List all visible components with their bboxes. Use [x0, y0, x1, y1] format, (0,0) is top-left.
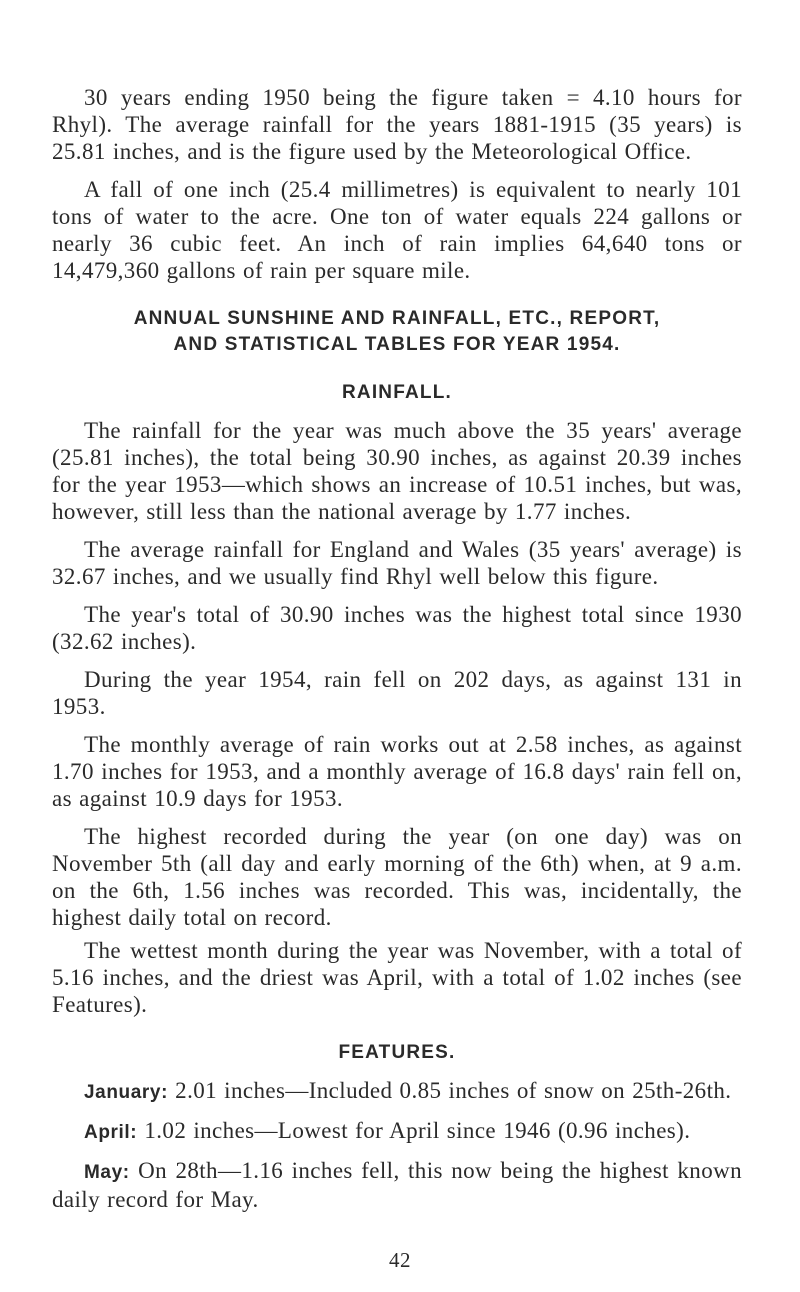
rainfall-paragraph: The monthly average of rain works out at 2.58 inches, as against 1.70 inches for 1953, and a monthly average of 16.8 days' rain fell on, as against 10.9 days for 1953.: [52, 732, 742, 811]
feature-item-april: [52, 1117, 742, 1146]
feature-text: On 28th—1.16 inches fell, this now being the highest known daily record for May.: [52, 1158, 742, 1212]
page-number: 42: [389, 1248, 411, 1272]
report-heading-line-2: AND STATISTICAL TABLES FOR YEAR 1954.: [173, 334, 621, 355]
feature-item-january: [52, 1077, 742, 1106]
intro-paragraph-1: 30 years ending 1950 being the figure taken = 4.10 hours for Rhyl). The average rainfall for the years 1881-1915 (35 years) is 25.81 inches, and is the figure used by the Meteorological Office.: [52, 85, 742, 164]
rainfall-heading: RAINFALL.: [341, 382, 452, 403]
rainfall-paragraph: The rainfall for the year was much above the 35 years' average (25.81 inches), the total being 30.90 inches, as against 20.39 inches for the year 1953—which shows an increase of 10.51 inches, but was, however, still less than the national average by 1.77 inches.: [52, 418, 742, 524]
intro-paragraph-2: A fall of one inch (25.4 millimetres) is equivalent to nearly 101 tons of water to the acre. One ton of water equals 224 gallons or nearly 36 cubic feet. An inch of rain implies 64,640 tons or 14,479,360 gallons of rain per square mile.: [52, 177, 742, 283]
feature-text: 2.01 inches—Included 0.85 inches of snow on 25th-26th.: [168, 1078, 732, 1103]
feature-label: January:: [84, 1082, 169, 1103]
features-heading: FEATURES.: [338, 1042, 456, 1063]
feature-item-may: [52, 1157, 742, 1213]
feature-text: 1.02 inches—Lowest for April since 1946 (0.96 inches).: [137, 1118, 691, 1143]
feature-label: April:: [84, 1122, 138, 1143]
rainfall-paragraph: The average rainfall for England and Wales (35 years' average) is 32.67 inches, and we usually find Rhyl well below this figure.: [52, 537, 742, 589]
rainfall-paragraph: During the year 1954, rain fell on 202 days, as against 131 in 1953.: [52, 667, 742, 719]
text-column: [52, 84, 742, 1213]
rainfall-paragraph: The year's total of 30.90 inches was the highest total since 1930 (32.62 inches).: [52, 602, 742, 654]
rainfall-paragraph: The wettest month during the year was November, with a total of 5.16 inches, and the driest was April, with a total of 1.02 inches (see Features).: [52, 938, 742, 1017]
rainfall-paragraph: The highest recorded during the year (on one day) was on November 5th (all day and early morning of the 6th) when, at 9 a.m. on the 6th, 1.56 inches was recorded. This was, incidentally, the highest daily total on record.: [52, 824, 742, 930]
report-heading-line-1: ANNUAL SUNSHINE AND RAINFALL, ETC., REPORT,: [133, 308, 661, 329]
feature-label: May:: [84, 1162, 130, 1183]
